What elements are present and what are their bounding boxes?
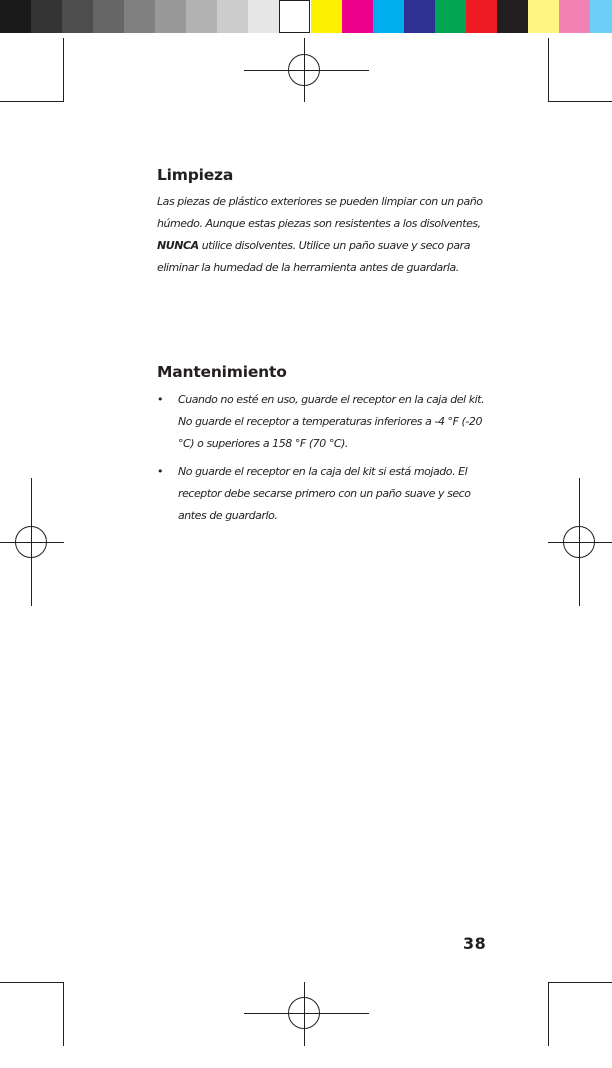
crop-mark-top-right-horizontal: [548, 101, 612, 102]
gray-swatch: [31, 0, 62, 33]
gray-swatch: [217, 0, 248, 33]
gray-swatch: [186, 0, 217, 33]
cleaning-text-before: Las piezas de plástico exteriores se pueden limpiar con un paño húmedo. Aunque estas piezas son resistentes a los disolventes,: [157, 195, 483, 230]
registration-top-circle: [288, 54, 320, 86]
gray-swatch: [0, 0, 31, 33]
color-swatch: [590, 0, 612, 33]
color-swatch: [497, 0, 528, 33]
color-swatch: [373, 0, 404, 33]
crop-mark-top-left-vertical: [63, 38, 64, 102]
color-swatch: [311, 0, 342, 33]
color-swatch: [435, 0, 466, 33]
color-swatch: [404, 0, 435, 33]
gray-swatch: [124, 0, 155, 33]
color-calibration-bar: [0, 0, 612, 33]
registration-right-circle: [563, 526, 595, 558]
color-swatch: [528, 0, 559, 33]
color-swatch: [559, 0, 590, 33]
cleaning-emphasis: NUNCA: [157, 239, 199, 252]
crop-mark-top-right-vertical: [548, 38, 549, 102]
gray-swatch: [248, 0, 279, 33]
gray-swatch: [279, 0, 310, 33]
gray-swatch: [62, 0, 93, 33]
list-item-text: No guarde el receptor en la caja del kit si está mojado. El receptor debe secarse primero con un paño suave y seco antes de guardarlo.: [178, 465, 471, 522]
cleaning-text-after: utilice disolventes. Utilice un paño suave y seco para eliminar la humedad de la herramienta antes de guardarla.: [157, 239, 470, 274]
cleaning-title: Limpieza: [157, 166, 234, 184]
list-item: [157, 389, 497, 455]
color-swatch: [342, 0, 373, 33]
maintenance-title: Mantenimiento: [157, 363, 287, 381]
list-item: [157, 461, 497, 527]
registration-left-circle: [15, 526, 47, 558]
bullet-icon: •: [157, 393, 164, 406]
crop-mark-top-left-horizontal: [0, 101, 64, 102]
crop-mark-bottom-right-vertical: [548, 982, 549, 1046]
maintenance-list: [157, 389, 497, 533]
color-swatch: [466, 0, 497, 33]
cleaning-paragraph: [157, 191, 497, 279]
list-item-text: Cuando no esté en uso, guarde el receptor en la caja del kit. No guarde el receptor a temperaturas inferiores a -4 °F (-20 °C) o superiores a 158 °F (70 °C).: [178, 393, 485, 450]
page-number: 38: [463, 934, 487, 953]
crop-mark-bottom-right-horizontal: [548, 982, 612, 983]
crop-mark-bottom-left-horizontal: [0, 982, 64, 983]
gray-swatch: [155, 0, 186, 33]
gray-swatch: [93, 0, 124, 33]
bullet-icon: •: [157, 465, 164, 478]
registration-bottom-circle: [288, 997, 320, 1029]
crop-mark-bottom-left-vertical: [63, 982, 64, 1046]
